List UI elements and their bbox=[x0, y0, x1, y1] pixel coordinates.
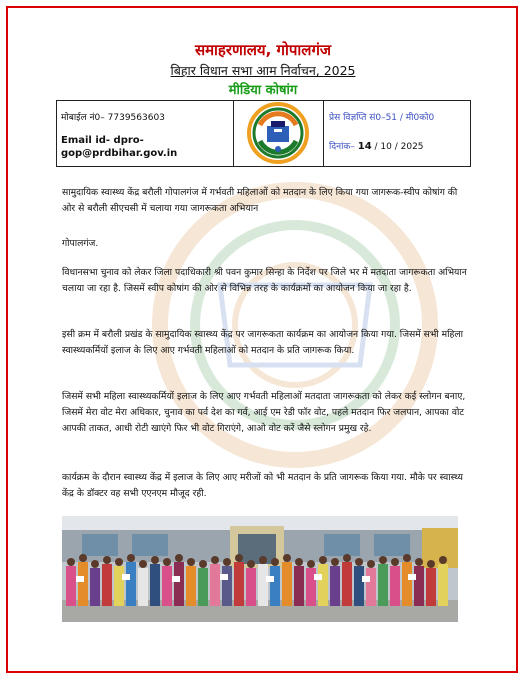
article-place: गोपालगंज. bbox=[62, 238, 99, 249]
election-logo-icon bbox=[233, 101, 323, 166]
date-day: 14 bbox=[357, 141, 372, 152]
election-logo-cell bbox=[233, 101, 324, 166]
article-paragraph: विधानसभा चुनाव को लेकर जिला पदाधिकारी श्री पवन कुमार सिन्हा के निर्देश पर जिले भर में मतदाता जागरूकता अभियान चलाया जा रहा है. जिसमें स्वीप कोषांग की ओर से विभिन्न तरह के कार्यक्रमों का आयोजन किया जा रहा है. bbox=[62, 267, 467, 294]
event-title: बिहार विधान सभा आम निर्वाचन, 2025 bbox=[170, 63, 356, 78]
office-title: समाहरणालय, गोपालगंज bbox=[194, 41, 332, 59]
contact-cell bbox=[57, 101, 234, 166]
date-month-year: / 10 / 2025 bbox=[374, 142, 424, 152]
article-paragraph: कार्यक्रम के दौरान स्वास्थ्य केंद्र में इलाज के लिए आए मरीजों को भी मतदान के प्रति जागरूक किया गया. मौके पर स्वास्थ्य केंद्र के डॉक्टर वह सभी एएनएम मौजूद रही. bbox=[62, 472, 463, 499]
article-paragraph: जिसमें सभी महिला स्वास्थ्यकर्मियों इलाज के लिए आए गर्भवती महिलाओं मतदाता जागरूकता को लेकर कई स्लोगन बनाए, जिसमें मेरा वोट मेरा अधिकार, चुनाव का पर्व देश का गर्व, आई एम रेडी फॉर वोट, पहले मतदान फिर जलपान, आपका वोट आपकी ताकत, आधी रोटी खाएंगे फिर भी वोट गिराएंगे, आओ वोट करें जैसे स्लोगन प्रमुख रहे. bbox=[62, 391, 466, 434]
group-photo-image bbox=[62, 516, 458, 622]
mobile-number: मोबाईल नं0– 7739563603 bbox=[61, 113, 165, 123]
press-cell bbox=[323, 101, 470, 166]
press-date bbox=[329, 139, 424, 152]
media-cell-title: मीडिया कोषांग bbox=[228, 83, 298, 98]
event-photo bbox=[62, 516, 458, 622]
article-headline: सामुदायिक स्वास्थ्य केंद्र बरौली गोपालगंज में गर्भवती महिलाओं को मतदान के लिए किया गया जागरूक-स्वीप कोषांग की ओर से बरौली सीएचसी में चलाया गया जागरूकता अभियान bbox=[62, 187, 458, 214]
email-address: Email id- dpro-gop@prdbihar.gov.in bbox=[61, 135, 178, 159]
article-paragraph: इसी क्रम में बरौली प्रखंड के सामुदायिक स्वास्थ्य केंद्र पर जागरूकता कार्यक्रम का आयोजन किया गया. जिसमें सभी महिला स्वास्थ्यकर्मियों इलाज के लिए आए गर्भवती महिलाओं को मतदान के प्रति जागरूक किया. bbox=[62, 329, 463, 356]
press-release-number: प्रेस विज्ञप्ति सं0–51 / मी0को0 bbox=[329, 113, 435, 123]
date-label: दिनांक– bbox=[329, 142, 355, 152]
info-box bbox=[56, 100, 471, 167]
